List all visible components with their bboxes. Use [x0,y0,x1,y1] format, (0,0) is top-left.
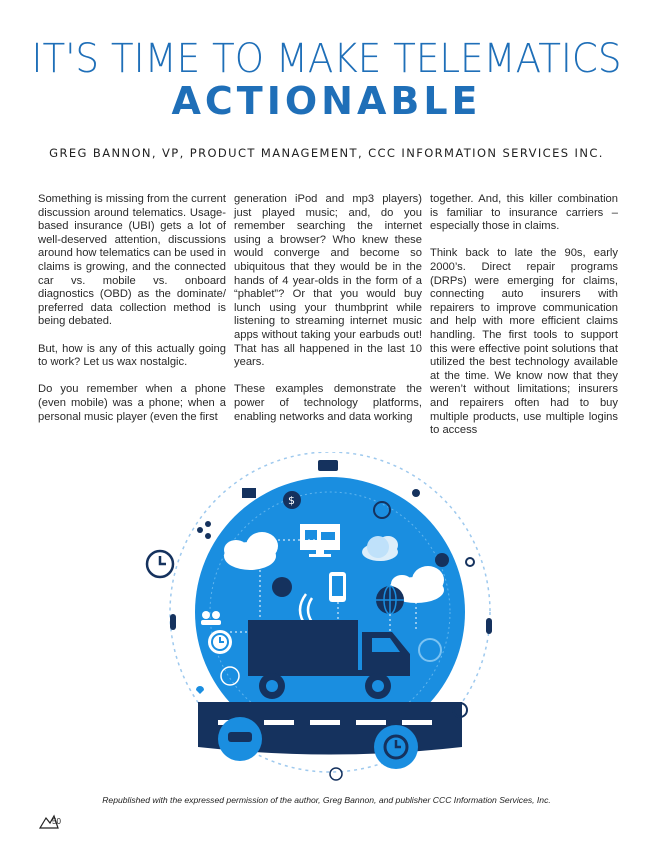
phone-handset-icon [170,614,176,630]
title-line-1: IT'S TIME TO MAKE TELEMATICS [31,36,622,82]
telematics-illustration [140,452,520,792]
text-column-2 [234,193,422,438]
bus-icon [318,460,338,471]
globe-icon [376,586,404,614]
sun-icon [367,536,389,558]
phone-handset-icon [486,618,492,634]
svg-text:$: $ [288,494,295,507]
mail-icon [242,488,256,498]
paragraph: together. And, this killer combination is familiar to insurance carriers – especially those in claims. [430,193,618,233]
paragraph: These examples demonstrate the power of technology platforms, enabling networks and data working [234,383,422,423]
smartphone-icon [329,572,346,602]
byline: GREG BANNON, VP, PRODUCT MANAGEMENT, CCC INFORMATION SERVICES INC. [49,146,604,160]
footer-note: Republished with the expressed permission of the author, Greg Bannon, and publisher CCC Information Services, Inc. [102,795,551,805]
smiley-icon [330,768,342,780]
paragraph: Something is missing from the current discussion around telematics. Usage-based insurance (UBI) gets a lot of well-deserved attention, discussions around how telematics can be used in claims is growing, and the connected car vs. mobile vs. onboard diagnostics (OBD) as the dominate/ preferred data collection method is being debated. [38,193,226,328]
share-icon [197,521,211,539]
page-number: 50 [52,817,61,826]
person-icon [412,489,420,497]
page-number-badge [38,812,78,834]
text-column-1 [38,193,226,438]
twitter-icon [272,577,292,597]
title-line-2: ACTIONABLE [171,79,482,123]
paragraph: Do you remember when a phone (even mobile) was a phone; when a personal music player (even the first [38,383,226,423]
paragraph: But, how is any of this actually going to work? Let us wax nostalgic. [38,342,226,369]
heart-icon [196,686,204,694]
map-pin-icon [435,553,449,567]
paragraph: Think back to late the 90s, early 2000’s. Direct repair programs (DRPs) were emerging for claims, connecting auto insurers with repairers to improve communication and help with more efficient claims handling. The first tools to support this were effective point solutions that utilized the best technology available at the time. We know now that they weren’t without limitations; insurers and repairers often had to buy multiple products, use multiple logins to access [430,247,618,437]
paragraph: generation iPod and mp3 players) just played music; and, do you remember searching the internet using a browser? Who knew these would converge and become so ubiquitous that they would be in the hands of 4 year-olds in the form of a “phablet”? Or that you would buy lunch using your thumbprint while listening to streaming internet music apps without taking your earbuds out! That has all happened in the last 10 years. [234,193,422,369]
text-column-3 [430,193,618,451]
gear-icon [466,558,474,566]
